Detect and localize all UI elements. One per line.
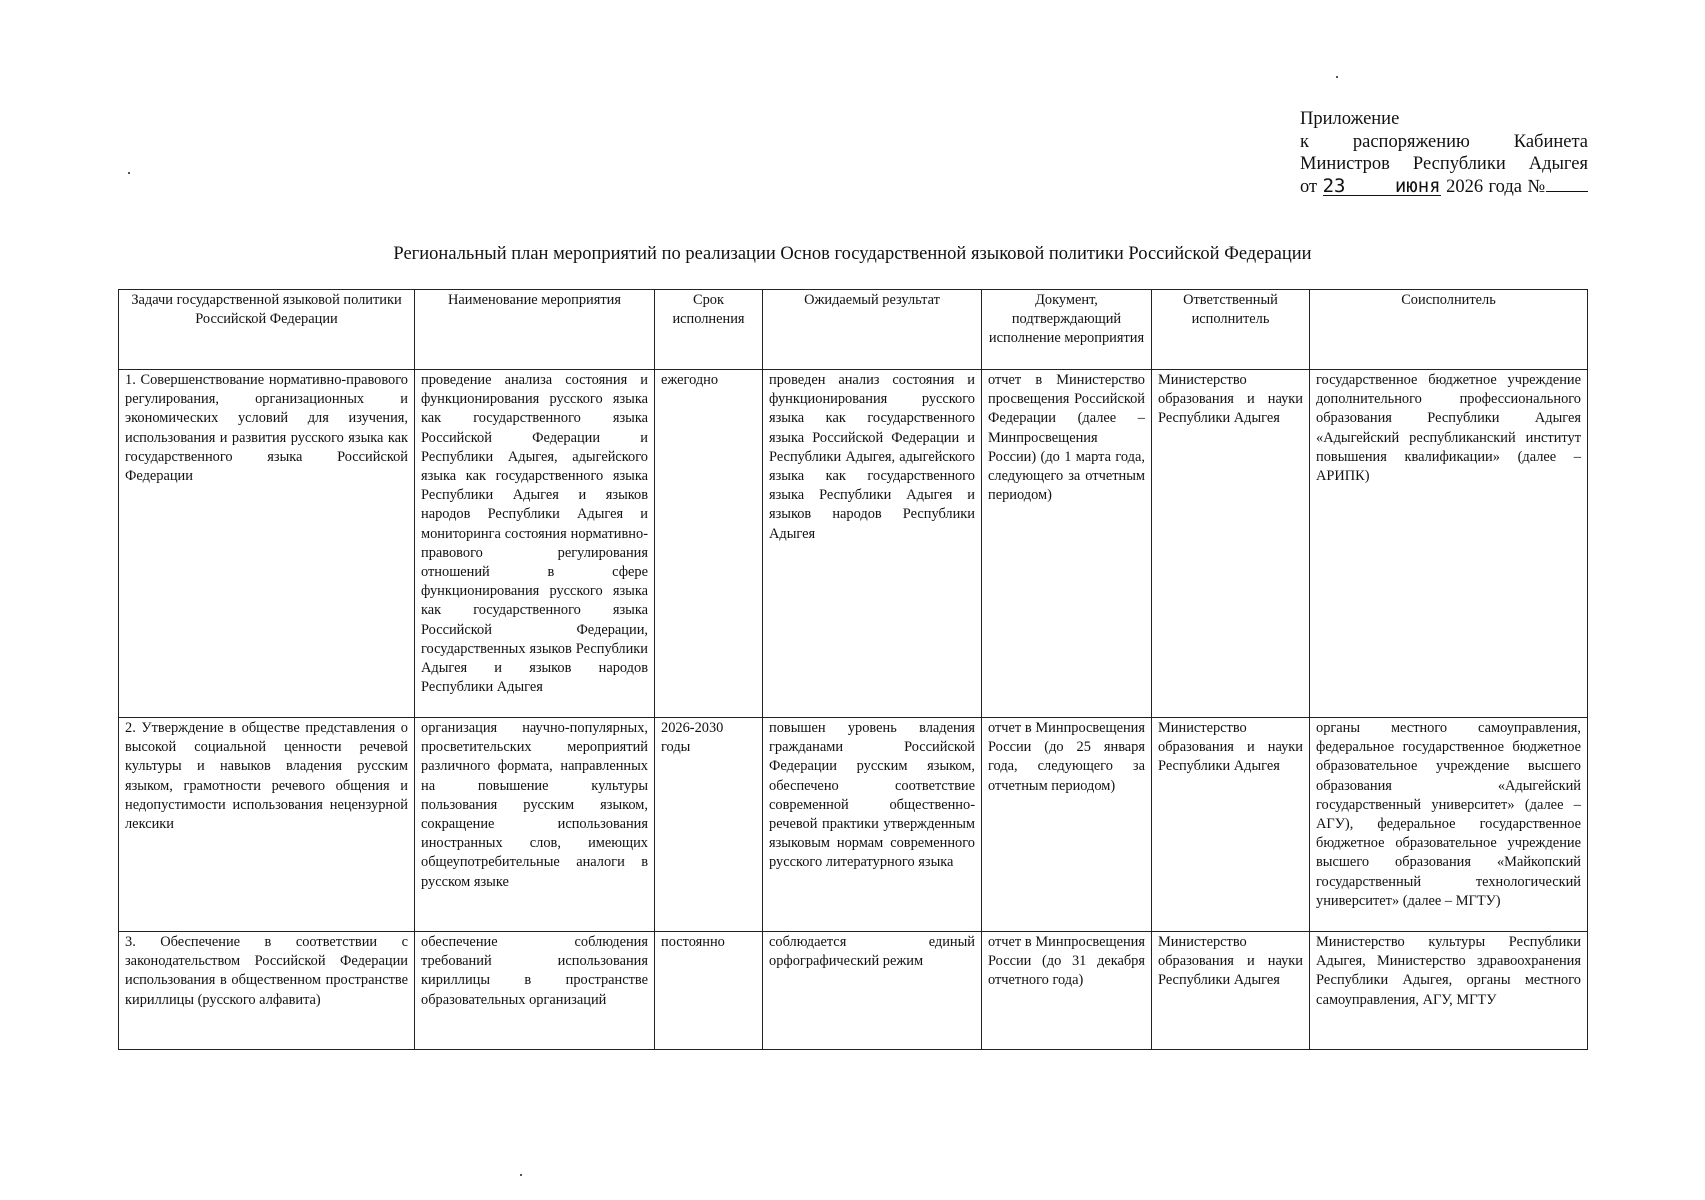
header-document: Документ, подтверждающий исполнение мероприятия: [982, 290, 1152, 370]
cell-coexecutor: государственное бюджетное учреждение дополнительного профессионального образования Республики Адыгея «Адыгейский республиканский институт повышения квалификации» (далее – АРИПК): [1310, 370, 1588, 718]
table-row: [119, 932, 1588, 1050]
cell-event: организация научно-популярных, просветительских мероприятий различного формата, направленных на повышение культуры пользования русским языком, сокращение использования иностранных слов, имеющих общеупотребительные аналоги в русском языке: [415, 718, 655, 932]
cell-coexecutor: Министерство культуры Республики Адыгея, Министерство здравоохранения Республики Адыгея, органы местного самоуправления, АГУ, МГТУ: [1310, 932, 1588, 1050]
number-blank: [1546, 191, 1588, 192]
scan-speck: [520, 1174, 522, 1176]
appendix-block: [1300, 108, 1588, 198]
cell-event: обеспечение соблюдения требований использования кириллицы в пространстве образовательных организаций: [415, 932, 655, 1050]
scan-speck: [128, 172, 130, 174]
cell-event: проведение анализа состояния и функционирования русского языка как государственного языка Российской Федерации и Республики Адыгея, адыгейского языка как государственного языка Республики Адыгея и языков народов Республики Адыгея и мониторинга состояния нормативно-правового регулирования отношений в сфере функционирования русского языка как государственного языка Российской Федерации, государственных языков Республики Адыгея и языков народов Республики Адыгея: [415, 370, 655, 718]
document-title: Региональный план мероприятий по реализации Основ государственной языковой политики Российской Федерации: [393, 244, 1312, 264]
handwritten-date: 23 июня: [1322, 174, 1441, 197]
appendix-heading: Приложение: [1300, 109, 1400, 129]
cell-task: 3. Обеспечение в соответствии с законодательством Российской Федерации использования в общественном пространстве кириллицы (русского алфавита): [119, 932, 415, 1050]
table-row: [119, 370, 1588, 718]
cell-task: 2. Утверждение в обществе представления о высокой социальной ценности речевой культуры и навыков владения русским языком, грамотности речевого общения и недопустимости использования нецензурной лексики: [119, 718, 415, 932]
cell-responsible: Министерство образования и науки Республики Адыгея: [1152, 932, 1310, 1050]
table-header-row: [119, 290, 1588, 370]
cell-task: 1. Совершенствование нормативно-правового регулирования, организационных и экономических условий для изучения, использования и развития русского языка как государственного языка Российской Федерации: [119, 370, 415, 718]
appendix-date-line: [1300, 176, 1588, 199]
header-result: Ожидаемый результат: [763, 290, 982, 370]
cell-result: соблюдается единый орфографический режим: [763, 932, 982, 1050]
header-coexecutor: Соисполнитель: [1310, 290, 1588, 370]
cell-document: отчет в Министерство просвещения Российской Федерации (далее – Минпросвещения России) (до 1 марта года, следующего за отчетным периодом): [982, 370, 1152, 718]
cell-responsible: Министерство образования и науки Республики Адыгея: [1152, 718, 1310, 932]
date-prefix: от: [1300, 176, 1318, 197]
cell-result: повышен уровень владения гражданами Российской Федерации русским языком, обеспечено соответствие современной общественно-речевой практики утвержденным языковым нормам современного русского литературного языка: [763, 718, 982, 932]
header-event: Наименование мероприятия: [415, 290, 655, 370]
header-task: Задачи государственной языковой политики Российской Федерации: [119, 290, 415, 370]
table-row: [119, 718, 1588, 932]
cell-coexecutor: органы местного самоуправления, федеральное государственное бюджетное образовательное учреждение высшего образования «Адыгейский государственный университет» (далее – АГУ), федеральное государственное бюджетное образовательное учреждение высшего образования «Майкопский государственный технологический университет» (далее – МГТУ): [1310, 718, 1588, 932]
cell-result: проведен анализ состояния и функционирования русского языка как государственного языка Российской Федерации и Республики Адыгея, адыгейского языка как государственного языка Республики Адыгея и языков народов Республики Адыгея: [763, 370, 982, 718]
header-responsible: Ответственный исполнитель: [1152, 290, 1310, 370]
cell-document: отчет в Минпросвещения России (до 31 декабря отчетного года): [982, 932, 1152, 1050]
appendix-line-order: к распоряжению Кабинета: [1300, 131, 1588, 152]
cell-term: ежегодно: [655, 370, 763, 718]
cell-term: 2026-2030 годы: [655, 718, 763, 932]
header-term: Срок исполнения: [655, 290, 763, 370]
cell-term: постоянно: [655, 932, 763, 1050]
plan-table: [118, 289, 1588, 1050]
scan-speck: [1336, 76, 1338, 78]
cell-document: отчет в Минпросвещения России (до 25 января года, следующего за отчетным периодом): [982, 718, 1152, 932]
appendix-line-cabinet: Министров Республики Адыгея: [1300, 154, 1588, 174]
cell-responsible: Министерство образования и науки Республики Адыгея: [1152, 370, 1310, 718]
date-suffix: 2026 года №: [1446, 176, 1547, 197]
